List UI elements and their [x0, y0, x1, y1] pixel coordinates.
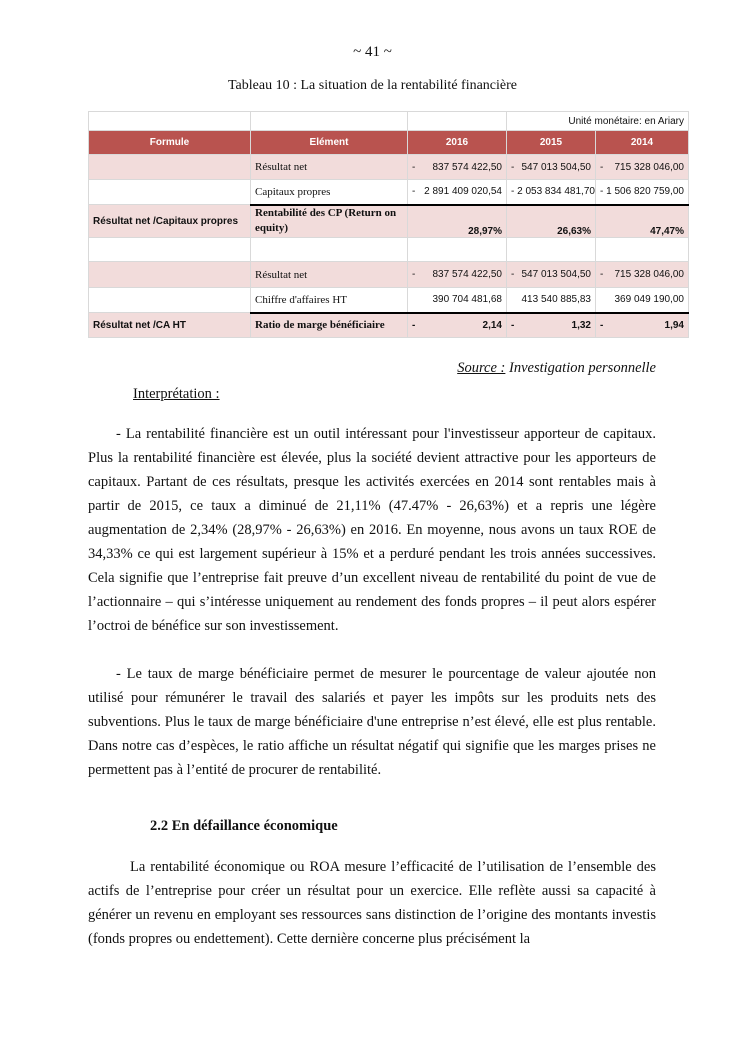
result-label: Rentabilité des CP (Return on equity): [251, 205, 408, 238]
cell-value: 715 328 046,00: [614, 269, 684, 280]
cell-value: 837 574 422,50: [432, 161, 502, 173]
result-value: 28,97%: [408, 205, 507, 238]
sign: -: [600, 161, 604, 173]
cell-value: 2 891 409 020,54: [424, 186, 502, 198]
source-text: Investigation personnelle: [505, 360, 656, 376]
cell-value: 547 013 504,50: [521, 269, 591, 280]
interpretation-heading: Interprétation :: [133, 386, 220, 402]
table-caption: Tableau 10 : La situation de la rentabilité financière: [227, 78, 517, 93]
header-formule: Formule: [89, 131, 251, 155]
table-row: [89, 180, 689, 205]
header-2015: 2015: [507, 131, 596, 155]
cell-value: 547 013 504,50: [521, 161, 591, 173]
page-number: ~ 41 ~: [353, 44, 392, 60]
cell-value: 390 704 481,68: [408, 288, 507, 313]
paragraph-3: La rentabilité économique ou ROA mesure l’efficacité de l’utilisation de l’ensemble des actifs de l’entreprise pour créer un résultat pour un exercice. Elle reflète aussi sa capacité à générer un revenu en employant ses ressources sans distinction de l’origine des montants investis (fonds propres ou endettement). Cette dernière concerne plus précisément la: [88, 859, 656, 947]
formula-label: Résultat net /Capitaux propres: [89, 205, 251, 238]
result-value: 1,32: [571, 319, 591, 331]
sign: -: [511, 269, 515, 280]
financial-table: [88, 111, 689, 338]
row-label: Résultat net: [251, 262, 408, 288]
sign: -: [412, 186, 416, 198]
unit-label: Unité monétaire: en Ariary: [507, 112, 689, 131]
cell-value: 369 049 190,00: [596, 288, 689, 313]
source-label: Source :: [457, 360, 506, 376]
sign: -: [600, 319, 604, 331]
paragraph-2: - Le taux de marge bénéficiaire permet de mesurer le pourcentage de valeur ajoutée non utilisé pour rémunérer le travail des salariés et payer les impôts sur les produits nets des subventions. Plus le taux de marge bénéficiaire d'une entreprise n’est élevé, elle est plus rentable. Dans notre cas d’espèces, le ratio affiche un résultat négatif qui signifie que les marges prises ne permettent pas à l’entité de procurer de rentabilité.: [88, 666, 656, 778]
result-value: 2,14: [482, 319, 502, 331]
cell-value: - 1 506 820 759,00: [600, 186, 684, 198]
table-row: [89, 205, 689, 238]
result-value: 26,63%: [507, 205, 596, 238]
table-row: [89, 313, 689, 338]
cell-value: 837 574 422,50: [432, 269, 502, 280]
sign: -: [511, 161, 515, 173]
result-label: Ratio de marge bénéficiaire: [251, 313, 408, 338]
table-row: [89, 155, 689, 180]
cell-value: - 2 053 834 481,70: [511, 186, 595, 198]
row-label: Résultat net: [251, 155, 408, 180]
result-value: 1,94: [664, 319, 684, 331]
source-note: [457, 360, 656, 377]
formula-label: Résultat net /CA HT: [89, 313, 251, 338]
sign: -: [412, 319, 416, 331]
paragraph-1: - La rentabilité financière est un outil intéressant pour l'investisseur apporteur de capitaux. Plus la rentabilité financière est élevée, plus la société devient attractive pour les apporteurs de capitaux. Partant de ces résultats, presque les activités exercées en 2014 sont rentables mais à partir de 2015, ce taux a diminué de 21,11% (47.47% - 26,63%) et a repris une légère augmentation de 2,34% (28,97% - 26,63%) en 2016. En moyenne, nous avons un taux ROE de 34,33% ce qui est largement supérieur à 15% et a perduré pendant les trois années successives. Cela signifie que l’entreprise fait preuve d’un excellent niveau de rentabilité du point de vue de l’actionnaire – qui s’intéresse uniquement au rendement des fonds propres – il peut alors espérer l’octroi de bénéfice sur son investissement.: [88, 426, 656, 634]
header-2014: 2014: [596, 131, 689, 155]
table-row: [89, 288, 689, 313]
section-heading: 2.2 En défaillance économique: [150, 818, 338, 834]
table-row: [89, 262, 689, 288]
sign: -: [412, 269, 416, 280]
result-value: 47,47%: [596, 205, 689, 238]
cell-value: 413 540 885,83: [507, 288, 596, 313]
cell-value: 715 328 046,00: [614, 161, 684, 173]
header-element: Elément: [251, 131, 408, 155]
sign: -: [412, 161, 416, 173]
row-label: Capitaux propres: [251, 180, 408, 205]
sign: -: [600, 269, 604, 280]
row-label: Chiffre d'affaires HT: [251, 288, 408, 313]
header-2016: 2016: [408, 131, 507, 155]
sign: -: [511, 319, 515, 331]
